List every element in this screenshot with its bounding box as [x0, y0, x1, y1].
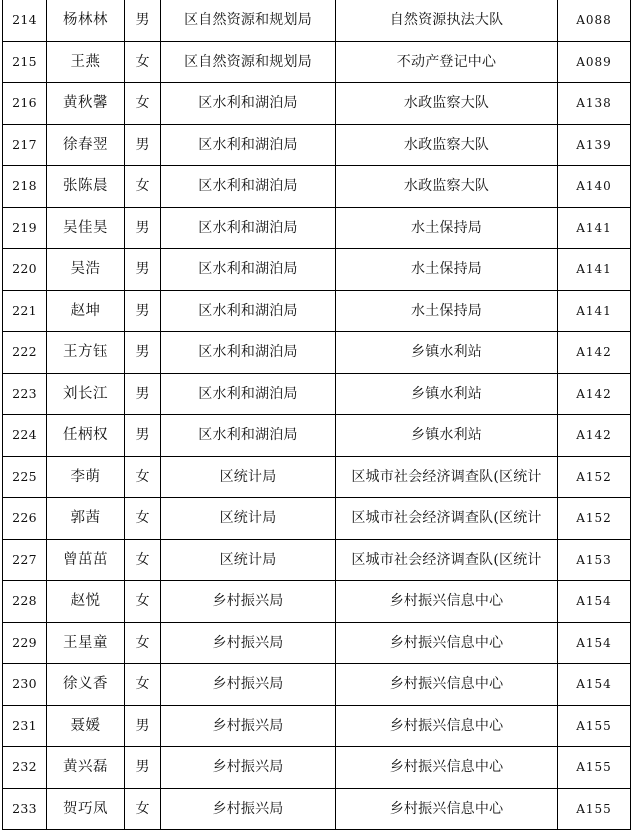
position-code-cell: A154 [558, 622, 631, 664]
unit-cell: 不动产登记中心 [336, 41, 558, 83]
row-number-cell: 225 [3, 456, 47, 498]
unit-cell: 区城市社会经济调查队(区统计 [336, 456, 558, 498]
name-cell: 王星童 [47, 622, 125, 664]
name-cell: 黄秋馨 [47, 83, 125, 125]
table-row [3, 581, 631, 623]
position-code-cell: A154 [558, 664, 631, 706]
department-cell: 区自然资源和规划局 [161, 41, 336, 83]
position-code-cell: A155 [558, 747, 631, 789]
department-cell: 区水利和湖泊局 [161, 83, 336, 125]
name-cell: 张陈晨 [47, 166, 125, 208]
row-number-cell: 226 [3, 498, 47, 540]
unit-cell: 水政监察大队 [336, 83, 558, 125]
unit-cell: 乡村振兴信息中心 [336, 788, 558, 830]
gender-cell: 男 [125, 332, 161, 374]
row-number-cell: 221 [3, 290, 47, 332]
position-code-cell: A140 [558, 166, 631, 208]
department-cell: 区水利和湖泊局 [161, 207, 336, 249]
gender-cell: 女 [125, 456, 161, 498]
table-row [3, 207, 631, 249]
department-cell: 乡村振兴局 [161, 788, 336, 830]
department-cell: 乡村振兴局 [161, 747, 336, 789]
gender-cell: 男 [125, 373, 161, 415]
table-row [3, 622, 631, 664]
position-code-cell: A141 [558, 207, 631, 249]
table-row [3, 456, 631, 498]
table-row [3, 373, 631, 415]
table-row [3, 83, 631, 125]
roster-table [2, 0, 631, 830]
department-cell: 乡村振兴局 [161, 705, 336, 747]
name-cell: 王方钰 [47, 332, 125, 374]
row-number-cell: 218 [3, 166, 47, 208]
name-cell: 王燕 [47, 41, 125, 83]
name-cell: 吴浩 [47, 249, 125, 291]
name-cell: 任柄权 [47, 415, 125, 457]
table-row [3, 705, 631, 747]
department-cell: 区统计局 [161, 456, 336, 498]
gender-cell: 女 [125, 498, 161, 540]
position-code-cell: A141 [558, 290, 631, 332]
name-cell: 曾茁茁 [47, 539, 125, 581]
unit-cell: 自然资源执法大队 [336, 0, 558, 41]
row-number-cell: 217 [3, 124, 47, 166]
gender-cell: 男 [125, 415, 161, 457]
department-cell: 区统计局 [161, 539, 336, 581]
unit-cell: 水政监察大队 [336, 124, 558, 166]
name-cell: 刘长江 [47, 373, 125, 415]
department-cell: 区自然资源和规划局 [161, 0, 336, 41]
gender-cell: 女 [125, 539, 161, 581]
position-code-cell: A088 [558, 0, 631, 41]
unit-cell: 乡村振兴信息中心 [336, 581, 558, 623]
table-row [3, 539, 631, 581]
name-cell: 杨林林 [47, 0, 125, 41]
row-number-cell: 215 [3, 41, 47, 83]
unit-cell: 水政监察大队 [336, 166, 558, 208]
gender-cell: 女 [125, 622, 161, 664]
table-row [3, 166, 631, 208]
name-cell: 李萌 [47, 456, 125, 498]
department-cell: 区水利和湖泊局 [161, 332, 336, 374]
gender-cell: 男 [125, 0, 161, 41]
name-cell: 徐义香 [47, 664, 125, 706]
row-number-cell: 233 [3, 788, 47, 830]
gender-cell: 女 [125, 581, 161, 623]
table-row [3, 290, 631, 332]
row-number-cell: 214 [3, 0, 47, 41]
roster-table-body [3, 0, 631, 830]
unit-cell: 乡村振兴信息中心 [336, 747, 558, 789]
row-number-cell: 229 [3, 622, 47, 664]
position-code-cell: A089 [558, 41, 631, 83]
unit-cell: 乡村振兴信息中心 [336, 705, 558, 747]
row-number-cell: 220 [3, 249, 47, 291]
row-number-cell: 219 [3, 207, 47, 249]
row-number-cell: 216 [3, 83, 47, 125]
unit-cell: 乡镇水利站 [336, 415, 558, 457]
unit-cell: 乡镇水利站 [336, 373, 558, 415]
table-row [3, 124, 631, 166]
table-row [3, 249, 631, 291]
table-row [3, 788, 631, 830]
name-cell: 赵坤 [47, 290, 125, 332]
unit-cell: 乡村振兴信息中心 [336, 664, 558, 706]
position-code-cell: A139 [558, 124, 631, 166]
unit-cell: 水土保持局 [336, 290, 558, 332]
name-cell: 吴佳昊 [47, 207, 125, 249]
gender-cell: 女 [125, 41, 161, 83]
name-cell: 郭茜 [47, 498, 125, 540]
department-cell: 区水利和湖泊局 [161, 166, 336, 208]
row-number-cell: 222 [3, 332, 47, 374]
position-code-cell: A153 [558, 539, 631, 581]
row-number-cell: 223 [3, 373, 47, 415]
department-cell: 区水利和湖泊局 [161, 249, 336, 291]
department-cell: 乡村振兴局 [161, 581, 336, 623]
name-cell: 赵悦 [47, 581, 125, 623]
unit-cell: 水土保持局 [336, 249, 558, 291]
row-number-cell: 231 [3, 705, 47, 747]
gender-cell: 男 [125, 290, 161, 332]
row-number-cell: 230 [3, 664, 47, 706]
gender-cell: 男 [125, 124, 161, 166]
unit-cell: 区城市社会经济调查队(区统计 [336, 539, 558, 581]
table-row [3, 0, 631, 41]
table-row [3, 415, 631, 457]
table-row [3, 498, 631, 540]
department-cell: 乡村振兴局 [161, 664, 336, 706]
row-number-cell: 224 [3, 415, 47, 457]
gender-cell: 女 [125, 664, 161, 706]
department-cell: 区水利和湖泊局 [161, 124, 336, 166]
gender-cell: 男 [125, 207, 161, 249]
position-code-cell: A142 [558, 332, 631, 374]
row-number-cell: 228 [3, 581, 47, 623]
position-code-cell: A154 [558, 581, 631, 623]
gender-cell: 男 [125, 249, 161, 291]
table-row [3, 747, 631, 789]
table-row [3, 332, 631, 374]
department-cell: 乡村振兴局 [161, 622, 336, 664]
unit-cell: 乡村振兴信息中心 [336, 622, 558, 664]
gender-cell: 男 [125, 705, 161, 747]
unit-cell: 区城市社会经济调查队(区统计 [336, 498, 558, 540]
position-code-cell: A155 [558, 705, 631, 747]
position-code-cell: A141 [558, 249, 631, 291]
position-code-cell: A142 [558, 373, 631, 415]
name-cell: 徐春翌 [47, 124, 125, 166]
table-row [3, 664, 631, 706]
department-cell: 区统计局 [161, 498, 336, 540]
department-cell: 区水利和湖泊局 [161, 373, 336, 415]
department-cell: 区水利和湖泊局 [161, 415, 336, 457]
position-code-cell: A152 [558, 498, 631, 540]
unit-cell: 水土保持局 [336, 207, 558, 249]
department-cell: 区水利和湖泊局 [161, 290, 336, 332]
position-code-cell: A152 [558, 456, 631, 498]
gender-cell: 女 [125, 166, 161, 208]
table-row [3, 41, 631, 83]
position-code-cell: A142 [558, 415, 631, 457]
name-cell: 黄兴磊 [47, 747, 125, 789]
row-number-cell: 227 [3, 539, 47, 581]
position-code-cell: A155 [558, 788, 631, 830]
name-cell: 贺巧凤 [47, 788, 125, 830]
gender-cell: 女 [125, 83, 161, 125]
gender-cell: 女 [125, 788, 161, 830]
unit-cell: 乡镇水利站 [336, 332, 558, 374]
name-cell: 聂媛 [47, 705, 125, 747]
position-code-cell: A138 [558, 83, 631, 125]
row-number-cell: 232 [3, 747, 47, 789]
gender-cell: 男 [125, 747, 161, 789]
